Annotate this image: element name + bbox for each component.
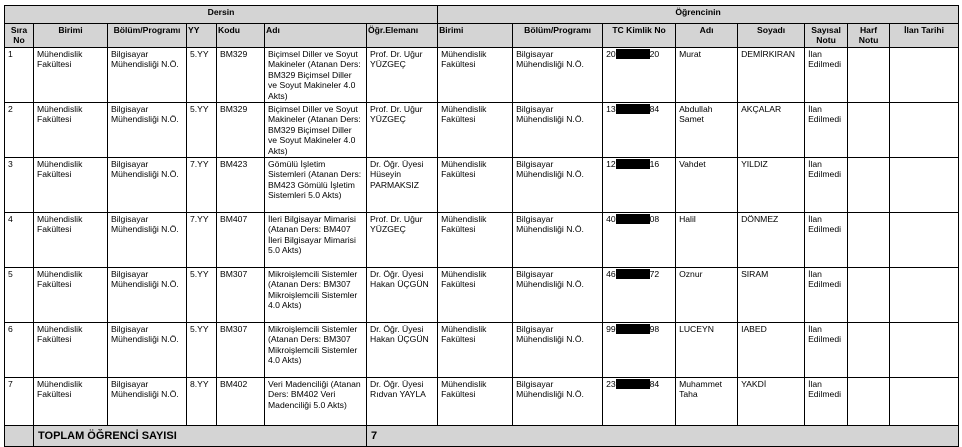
col-header-sayisal-notu: Sayısal Notu: [805, 24, 848, 48]
cell-ilan-tarihi: [890, 158, 959, 213]
col-header-student-adi: Adı: [676, 24, 738, 48]
cell-ders-adi: İleri Bilgisayar Mimarisi (Atanan Ders: BM407 İleri Bilgisayar Mimarisi 5.0 Akts): [265, 213, 367, 268]
redaction-bar: [616, 214, 650, 224]
redaction-bar: [616, 104, 650, 114]
course-group-header: Dersin: [5, 6, 438, 24]
cell-student-adi: Murat: [676, 48, 738, 103]
cell-birimi: Mühendislik Fakültesi: [34, 378, 108, 426]
cell-kodu: BM402: [217, 378, 265, 426]
cell-student-birimi: Mühendislik Fakültesi: [438, 103, 513, 158]
tc-prefix: 20: [606, 49, 616, 59]
cell-birimi: Mühendislik Fakültesi: [34, 103, 108, 158]
cell-bolum: Bilgisayar Mühendisliği N.Ö.: [108, 158, 187, 213]
cell-ilan-tarihi: [890, 323, 959, 378]
cell-ogr-elemani: Dr. Öğr. Üyesi Hüseyin PARMAKSIZ: [367, 158, 438, 213]
cell-student-birimi: Mühendislik Fakültesi: [438, 48, 513, 103]
cell-soyadi: IABED: [738, 323, 805, 378]
tc-suffix: 72: [649, 269, 660, 280]
cell-kodu: BM407: [217, 213, 265, 268]
cell-tc-kimlik: [603, 213, 676, 268]
cell-bolum: Bilgisayar Mühendisliği N.Ö.: [108, 268, 187, 323]
table-row: [5, 378, 959, 426]
tc-suffix: 08: [649, 214, 660, 225]
total-spacer: [5, 426, 34, 447]
cell-student-bolum: Bilgisayar Mühendisliği N.Ö.: [513, 48, 603, 103]
cell-ders-adi: Mikroişlemcili Sistemler (Atanan Ders: BM307 Mikroişlemcili Sistemler 4.0 Akts): [265, 268, 367, 323]
tc-prefix: 46: [606, 269, 616, 280]
col-header-birimi: Birimi: [34, 24, 108, 48]
col-header-kodu: Kodu: [217, 24, 265, 48]
cell-student-bolum: Bilgisayar Mühendisliği N.Ö.: [513, 378, 603, 426]
cell-soyadi: SIRAM: [738, 268, 805, 323]
cell-soyadi: AKÇALAR: [738, 103, 805, 158]
column-header-row: [5, 24, 959, 48]
col-header-bolum: Bölüm/Programı: [108, 24, 187, 48]
cell-yy: 5.YY: [187, 323, 217, 378]
col-header-harf-notu: Harf Notu: [848, 24, 890, 48]
cell-harf-notu: [848, 268, 890, 323]
cell-soyadi: YAKDİ: [738, 378, 805, 426]
cell-student-birimi: Mühendislik Fakültesi: [438, 378, 513, 426]
cell-harf-notu: [848, 213, 890, 268]
cell-birimi: Mühendislik Fakültesi: [34, 48, 108, 103]
cell-student-adi: Muhammet Taha: [676, 378, 738, 426]
col-header-tc: TC Kimlik No: [603, 24, 676, 48]
tc-suffix: 20: [649, 49, 660, 59]
tc-prefix: 99: [606, 324, 616, 335]
cell-student-adi: Oznur: [676, 268, 738, 323]
col-header-ogr-elemani: Öğr.Elemanı: [367, 24, 438, 48]
cell-yy: 7.YY: [187, 158, 217, 213]
cell-student-bolum: Bilgisayar Mühendisliği N.Ö.: [513, 323, 603, 378]
cell-soyadi: DEMİRKIRAN: [738, 48, 805, 103]
tc-prefix: 12: [606, 159, 616, 170]
cell-ders-adi: Veri Madenciliği (Atanan Ders: BM402 Veri Madenciliği 5.0 Akts): [265, 378, 367, 426]
group-header-row: [5, 6, 959, 24]
redaction-bar: [616, 269, 650, 279]
cell-student-bolum: Bilgisayar Mühendisliği N.Ö.: [513, 268, 603, 323]
cell-tc-kimlik: [603, 378, 676, 426]
cell-sayisal-notu: İlan Edilmedi: [805, 378, 848, 426]
cell-harf-notu: [848, 103, 890, 158]
cell-bolum: Bilgisayar Mühendisliği N.Ö.: [108, 103, 187, 158]
cell-student-bolum: Bilgisayar Mühendisliği N.Ö.: [513, 213, 603, 268]
cell-ders-adi: Mikroişlemcili Sistemler (Atanan Ders: BM307 Mikroişlemcili Sistemler 4.0 Akts): [265, 323, 367, 378]
tc-suffix: 98: [649, 324, 660, 335]
tc-suffix: 16: [649, 159, 660, 170]
cell-ogr-elemani: Dr. Öğr. Üyesi Rıdvan YAYLA: [367, 378, 438, 426]
cell-student-bolum: Bilgisayar Mühendisliği N.Ö.: [513, 158, 603, 213]
cell-sira: 7: [5, 378, 34, 426]
cell-ogr-elemani: Prof. Dr. Uğur YÜZGEÇ: [367, 48, 438, 103]
cell-bolum: Bilgisayar Mühendisliği N.Ö.: [108, 213, 187, 268]
tc-suffix: 84: [649, 379, 660, 390]
total-label: TOPLAM ÖĞRENCİ SAYISI: [34, 426, 367, 447]
cell-sira: 2: [5, 103, 34, 158]
cell-harf-notu: [848, 378, 890, 426]
cell-yy: 7.YY: [187, 213, 217, 268]
cell-student-birimi: Mühendislik Fakültesi: [438, 323, 513, 378]
cell-yy: 5.YY: [187, 48, 217, 103]
col-header-sira: Sıra No: [5, 24, 34, 48]
cell-sayisal-notu: İlan Edilmedi: [805, 48, 848, 103]
cell-sira: 3: [5, 158, 34, 213]
cell-ders-adi: Gömülü İşletim Sistemleri (Atanan Ders: BM423 Gömülü İşletim Sistemleri 5.0 Akts): [265, 158, 367, 213]
redaction-bar: [616, 379, 650, 389]
cell-student-adi: Vahdet: [676, 158, 738, 213]
cell-ilan-tarihi: [890, 268, 959, 323]
cell-tc-kimlik: [603, 158, 676, 213]
cell-ogr-elemani: Prof. Dr. Uğur YÜZGEÇ: [367, 213, 438, 268]
cell-ilan-tarihi: [890, 48, 959, 103]
cell-harf-notu: [848, 158, 890, 213]
cell-ders-adi: Biçimsel Diller ve Soyut Makineler (Atanan Ders: BM329 Biçimsel Diller ve Soyut Makineler 4.0 Akts): [265, 48, 367, 103]
cell-ogr-elemani: Dr. Öğr. Üyesi Hakan ÜÇGÜN: [367, 268, 438, 323]
cell-tc-kimlik: [603, 103, 676, 158]
cell-kodu: BM307: [217, 323, 265, 378]
cell-ilan-tarihi: [890, 213, 959, 268]
cell-sayisal-notu: İlan Edilmedi: [805, 268, 848, 323]
cell-ilan-tarihi: [890, 378, 959, 426]
cell-birimi: Mühendislik Fakültesi: [34, 158, 108, 213]
cell-ogr-elemani: Prof. Dr. Uğur YÜZGEÇ: [367, 103, 438, 158]
cell-bolum: Bilgisayar Mühendisliği N.Ö.: [108, 378, 187, 426]
cell-ders-adi: Biçimsel Diller ve Soyut Makineler (Atanan Ders: BM329 Biçimsel Diller ve Soyut Makineler 4.0 Akts): [265, 103, 367, 158]
cell-sira: 6: [5, 323, 34, 378]
table-row: [5, 213, 959, 268]
total-value: 7: [367, 426, 959, 447]
col-header-adi: Adı: [265, 24, 367, 48]
tc-prefix: 13: [606, 104, 616, 115]
cell-tc-kimlik: [603, 48, 676, 103]
cell-soyadi: YILDIZ: [738, 158, 805, 213]
col-header-student-birimi: Birimi: [438, 24, 513, 48]
col-header-student-bolum: Bölüm/Programı: [513, 24, 603, 48]
cell-kodu: BM423: [217, 158, 265, 213]
cell-student-adi: LUCEYN: [676, 323, 738, 378]
student-group-header: Öğrencinin: [438, 6, 959, 24]
col-header-soyadi: Soyadı: [738, 24, 805, 48]
cell-harf-notu: [848, 48, 890, 103]
tc-prefix: 40: [606, 214, 616, 225]
cell-student-birimi: Mühendislik Fakültesi: [438, 268, 513, 323]
redaction-bar: [616, 324, 650, 334]
cell-soyadi: DÖNMEZ: [738, 213, 805, 268]
cell-tc-kimlik: [603, 323, 676, 378]
cell-birimi: Mühendislik Fakültesi: [34, 268, 108, 323]
cell-yy: 5.YY: [187, 103, 217, 158]
col-header-yy: YY: [187, 24, 217, 48]
cell-yy: 5.YY: [187, 268, 217, 323]
table-row: [5, 103, 959, 158]
cell-tc-kimlik: [603, 268, 676, 323]
table-row: [5, 48, 959, 103]
cell-sayisal-notu: İlan Edilmedi: [805, 103, 848, 158]
cell-student-adi: Halil: [676, 213, 738, 268]
redaction-bar: [616, 159, 650, 169]
col-header-ilan-tarihi: İlan Tarihi: [890, 24, 959, 48]
table-row: [5, 268, 959, 323]
cell-kodu: BM307: [217, 268, 265, 323]
cell-ilan-tarihi: [890, 103, 959, 158]
table-row: [5, 323, 959, 378]
cell-student-birimi: Mühendislik Fakültesi: [438, 213, 513, 268]
student-course-table: [4, 5, 959, 447]
cell-bolum: Bilgisayar Mühendisliği N.Ö.: [108, 48, 187, 103]
cell-sira: 4: [5, 213, 34, 268]
cell-kodu: BM329: [217, 103, 265, 158]
cell-sayisal-notu: İlan Edilmedi: [805, 323, 848, 378]
cell-student-birimi: Mühendislik Fakültesi: [438, 158, 513, 213]
cell-sira: 5: [5, 268, 34, 323]
redaction-bar: [616, 49, 650, 59]
cell-ogr-elemani: Dr. Öğr. Üyesi Hakan ÜÇGÜN: [367, 323, 438, 378]
table-row: [5, 158, 959, 213]
cell-sayisal-notu: İlan Edilmedi: [805, 213, 848, 268]
cell-student-adi: Abdullah Samet: [676, 103, 738, 158]
total-row: [5, 426, 959, 447]
cell-bolum: Bilgisayar Mühendisliği N.Ö.: [108, 323, 187, 378]
cell-birimi: Mühendislik Fakültesi: [34, 323, 108, 378]
tc-prefix: 23: [606, 379, 616, 390]
cell-student-bolum: Bilgisayar Mühendisliği N.Ö.: [513, 103, 603, 158]
cell-birimi: Mühendislik Fakültesi: [34, 213, 108, 268]
cell-sayisal-notu: İlan Edilmedi: [805, 158, 848, 213]
tc-suffix: 84: [649, 104, 660, 115]
cell-yy: 8.YY: [187, 378, 217, 426]
cell-harf-notu: [848, 323, 890, 378]
cell-sira: 1: [5, 48, 34, 103]
cell-kodu: BM329: [217, 48, 265, 103]
